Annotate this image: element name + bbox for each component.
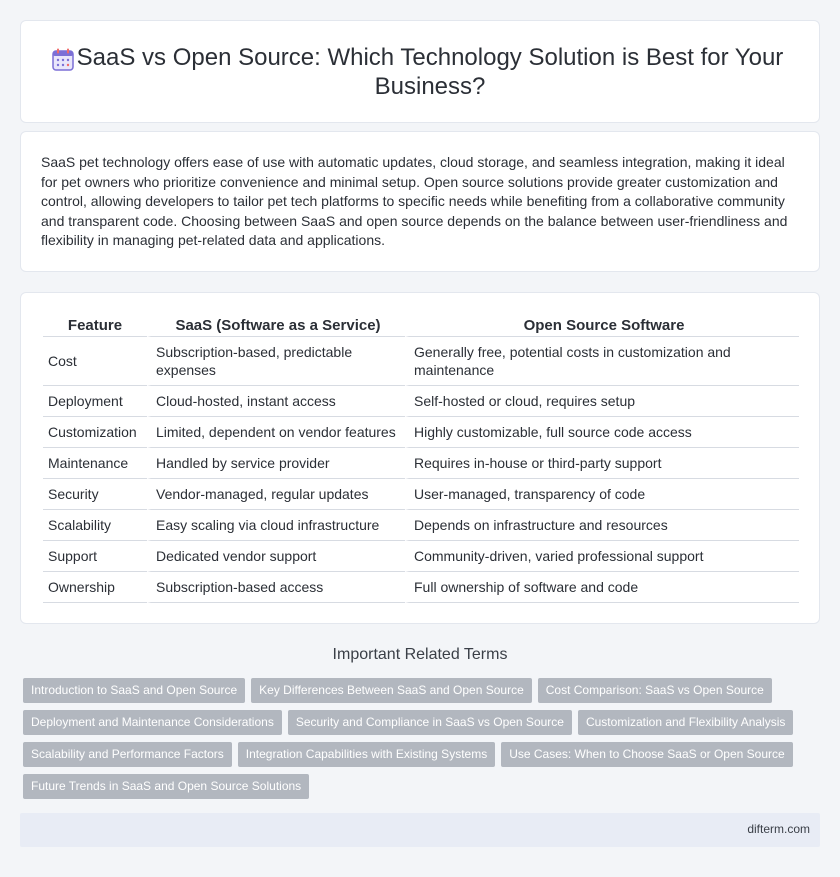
- related-term-tag[interactable]: Scalability and Performance Factors: [23, 742, 232, 767]
- table-row: [43, 337, 799, 386]
- table-row: [43, 417, 799, 448]
- related-term-tag[interactable]: Security and Compliance in SaaS vs Open Source: [288, 710, 572, 735]
- table-row: [43, 448, 799, 479]
- feature-cell: Support: [43, 541, 147, 572]
- saas-cell: Dedicated vendor support: [147, 541, 405, 572]
- comparison-card: [20, 292, 820, 624]
- related-term-tag[interactable]: Key Differences Between SaaS and Open Source: [251, 678, 532, 703]
- saas-cell: Limited, dependent on vendor features: [147, 417, 405, 448]
- related-term-tag[interactable]: Introduction to SaaS and Open Source: [23, 678, 245, 703]
- open-source-cell: Depends on infrastructure and resources: [405, 510, 799, 541]
- table-row: [43, 479, 799, 510]
- open-source-cell: Highly customizable, full source code access: [405, 417, 799, 448]
- table-header-row: [43, 313, 799, 337]
- intro-paragraph: SaaS pet technology offers ease of use with automatic updates, cloud storage, and seamless integration, making it ideal for pet owners who prioritize convenience and minimal setup. Open source solutions provide greater customization and control, allowing developers to tailor pet tech platforms to specific needs while benefiting from a collaborative community and transparent code. Choosing between SaaS and open source depends on the balance between user-friendliness and flexibility in managing pet-related data and applications.: [41, 154, 788, 249]
- saas-cell: Easy scaling via cloud infrastructure: [147, 510, 405, 541]
- footer-site-link[interactable]: difterm.com: [747, 822, 810, 836]
- page-title: SaaS vs Open Source: Which Technology Solution is Best for Your Business?: [76, 44, 784, 100]
- saas-cell: Subscription-based access: [147, 572, 405, 603]
- feature-cell: Maintenance: [43, 448, 147, 479]
- saas-cell: Vendor-managed, regular updates: [147, 479, 405, 510]
- open-source-cell: Generally free, potential costs in customization and maintenance: [405, 337, 799, 386]
- related-term-tag[interactable]: Integration Capabilities with Existing Systems: [238, 742, 495, 767]
- feature-cell: Deployment: [43, 386, 147, 417]
- header-saas: SaaS (Software as a Service): [147, 313, 405, 337]
- saas-cell: Cloud-hosted, instant access: [147, 386, 405, 417]
- intro-card: [20, 131, 820, 272]
- saas-cell: Subscription-based, predictable expenses: [147, 337, 405, 386]
- related-terms-title: Important Related Terms: [332, 646, 508, 663]
- related-term-tag[interactable]: Customization and Flexibility Analysis: [578, 710, 793, 735]
- related-term-tag[interactable]: Future Trends in SaaS and Open Source Solutions: [23, 774, 309, 799]
- header-feature: Feature: [43, 313, 147, 337]
- related-term-tag[interactable]: Use Cases: When to Choose SaaS or Open Source: [501, 742, 792, 767]
- open-source-cell: Self-hosted or cloud, requires setup: [405, 386, 799, 417]
- open-source-cell: Community-driven, varied professional support: [405, 541, 799, 572]
- feature-cell: Security: [43, 479, 147, 510]
- related-term-tag[interactable]: Cost Comparison: SaaS vs Open Source: [538, 678, 772, 703]
- table-row: [43, 510, 799, 541]
- table-row: [43, 541, 799, 572]
- saas-cell: Handled by service provider: [147, 448, 405, 479]
- open-source-cell: Requires in-house or third-party support: [405, 448, 799, 479]
- feature-cell: Ownership: [43, 572, 147, 603]
- related-term-tag[interactable]: Deployment and Maintenance Considerations: [23, 710, 282, 735]
- related-terms-list: [23, 678, 823, 806]
- open-source-cell: Full ownership of software and code: [405, 572, 799, 603]
- table-row: [43, 386, 799, 417]
- feature-cell: Scalability: [43, 510, 147, 541]
- open-source-cell: User-managed, transparency of code: [405, 479, 799, 510]
- feature-cell: Cost: [43, 337, 147, 386]
- title-card: [20, 20, 820, 123]
- footer: [20, 813, 820, 847]
- feature-cell: Customization: [43, 417, 147, 448]
- header-open-source: Open Source Software: [405, 313, 799, 337]
- comparison-table: [43, 313, 799, 603]
- table-row: [43, 572, 799, 603]
